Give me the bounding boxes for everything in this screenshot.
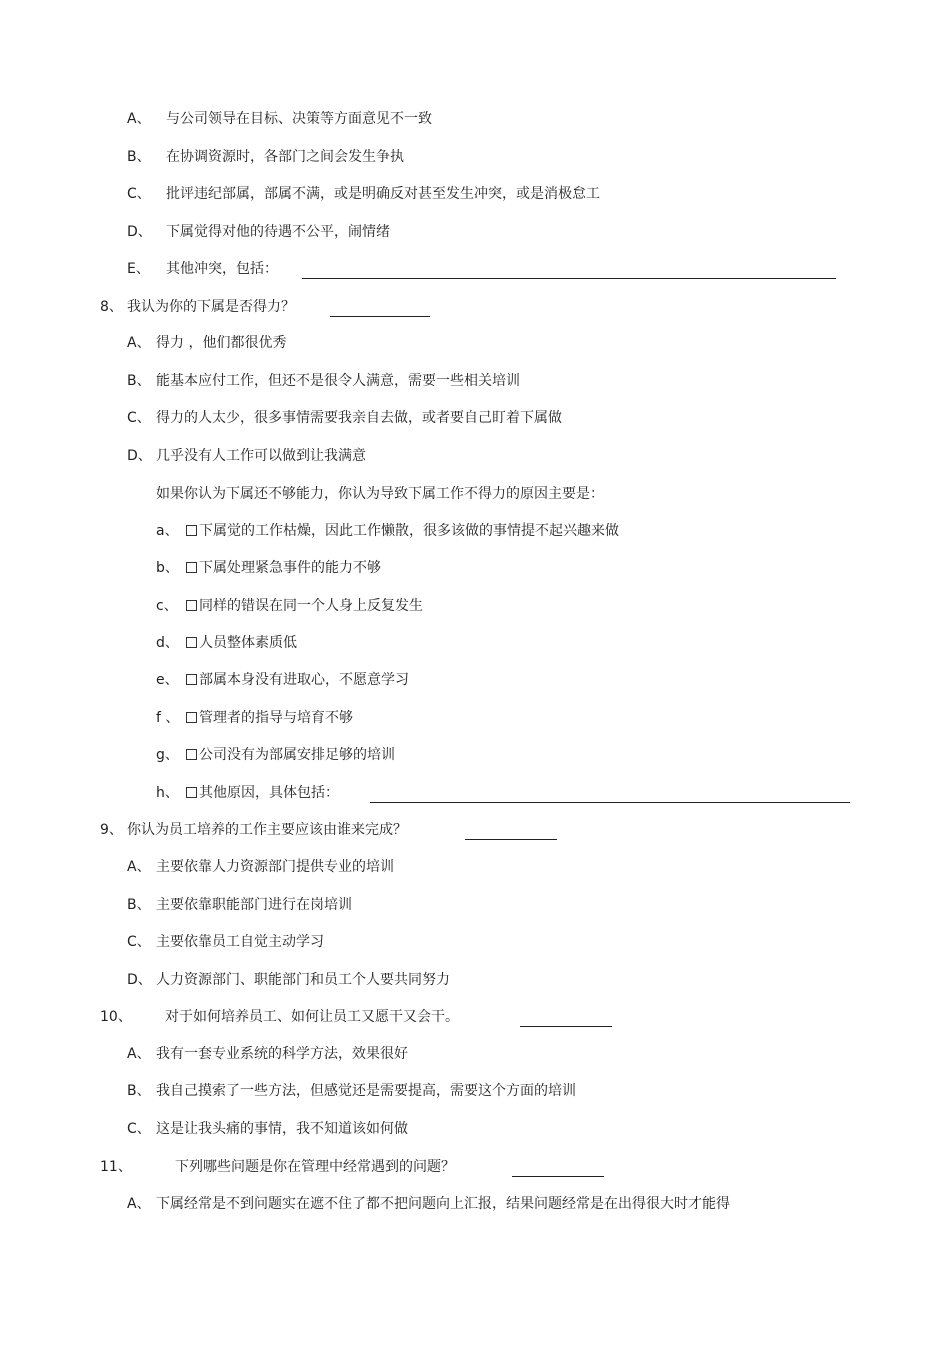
checkbox[interactable] — [186, 674, 197, 685]
question-number: 11、 — [100, 1159, 132, 1175]
q9-option-b — [0, 895, 950, 915]
option-text: 能基本应付工作，但还不是很令人满意，需要一些相关培训 — [156, 373, 520, 389]
option-text: 与公司领导在目标、决策等方面意见不一致 — [166, 111, 432, 127]
reason-text: 管理者的指导与培育不够 — [199, 710, 353, 726]
question-8 — [0, 297, 950, 317]
question-number: 9、 — [100, 822, 123, 838]
q9-option-a — [0, 857, 950, 877]
q8-option-c — [0, 408, 950, 428]
q9-answer-blank[interactable] — [465, 825, 557, 840]
option-label: D、 — [127, 224, 152, 240]
q7-option-d — [0, 222, 950, 242]
reason-text: 下属处理紧急事件的能力不够 — [199, 560, 381, 576]
q8-option-d — [0, 446, 950, 466]
q8-reason-e — [0, 670, 950, 690]
option-text: 得力的人太少，很多事情需要我亲自去做，或者要自己盯着下属做 — [156, 410, 562, 426]
reason-label: e、 — [156, 672, 179, 688]
option-label: E、 — [127, 261, 150, 277]
option-text: 下属经常是不到问题实在遮不住了都不把问题向上汇报，结果问题经常是在出得很大时才能得 — [156, 1196, 730, 1212]
reason-text: 部属本身没有进取心，不愿意学习 — [199, 672, 409, 688]
q8-reason-a — [0, 521, 950, 541]
reason-text: 同样的错误在同一个人身上反复发生 — [199, 598, 423, 614]
reason-label: g、 — [156, 747, 179, 763]
reason-text: 公司没有为部属安排足够的培训 — [199, 747, 395, 763]
option-text: 我有一套专业系统的科学方法，效果很好 — [156, 1046, 408, 1062]
q8-followup: 如果你认为下属还不够能力，你认为导致下属工作不得力的原因主要是： — [156, 486, 604, 502]
q7-other-blank[interactable] — [302, 264, 836, 279]
question-text: 下列哪些问题是你在管理中经常遇到的问题？ — [175, 1159, 455, 1175]
reason-label: f 、 — [156, 710, 180, 726]
q8-reason-d — [0, 633, 950, 653]
q8-other-reason-blank[interactable] — [370, 788, 850, 803]
question-text: 我认为你的下属是否得力？ — [127, 299, 295, 315]
option-text: 下属觉得对他的待遇不公平，闹情绪 — [166, 224, 390, 240]
checkbox[interactable] — [186, 562, 197, 573]
checkbox[interactable] — [186, 787, 197, 798]
option-label: B、 — [127, 149, 151, 165]
option-text: 这是让我头痛的事情，我不知道该如何做 — [156, 1121, 408, 1137]
q7-option-a — [0, 109, 950, 129]
q8-reason-b — [0, 558, 950, 578]
reason-label: c、 — [156, 598, 178, 614]
q8-answer-blank[interactable] — [330, 302, 430, 317]
option-text: 我自己摸索了一些方法，但感觉还是需要提高，需要这个方面的培训 — [156, 1083, 576, 1099]
option-text: 其他冲突，包括： — [166, 261, 278, 277]
option-text: 人力资源部门、职能部门和员工个人要共同努力 — [156, 972, 450, 988]
option-label: C、 — [127, 186, 151, 202]
checkbox[interactable] — [186, 600, 197, 611]
option-label: C、 — [127, 410, 151, 426]
option-label: A、 — [127, 111, 151, 127]
q11-answer-blank[interactable] — [512, 1162, 604, 1177]
q8-option-b — [0, 371, 950, 391]
option-text: 主要依靠人力资源部门提供专业的培训 — [156, 859, 394, 875]
reason-label: d、 — [156, 635, 179, 651]
q8-reason-g — [0, 745, 950, 765]
option-text: 批评违纪部属，部属不满，或是明确反对甚至发生冲突，或是消极怠工 — [166, 186, 600, 202]
reason-label: a、 — [156, 523, 179, 539]
option-text: 得力 ，他们都很优秀 — [156, 335, 287, 351]
option-label: C、 — [127, 934, 151, 950]
q11-option-a — [0, 1194, 950, 1214]
option-label: C、 — [127, 1121, 151, 1137]
q10-answer-blank[interactable] — [520, 1012, 612, 1027]
reason-text: 其他原因，具体包括： — [199, 785, 339, 801]
checkbox[interactable] — [186, 525, 197, 536]
checkbox[interactable] — [186, 637, 197, 648]
q10-option-a — [0, 1044, 950, 1064]
reason-label: b、 — [156, 560, 179, 576]
option-label: B、 — [127, 1083, 151, 1099]
q7-option-b — [0, 147, 950, 167]
checkbox[interactable] — [186, 712, 197, 723]
question-text: 对于如何培养员工、如何让员工又愿干又会干。 — [165, 1009, 459, 1025]
q10-option-b — [0, 1081, 950, 1101]
option-label: B、 — [127, 373, 151, 389]
option-label: B、 — [127, 897, 151, 913]
q10-option-c — [0, 1119, 950, 1139]
option-label: A、 — [127, 859, 151, 875]
option-label: A、 — [127, 335, 151, 351]
option-label: A、 — [127, 1046, 151, 1062]
reason-label: h、 — [156, 785, 179, 801]
option-text: 主要依靠职能部门进行在岗培训 — [156, 897, 352, 913]
option-text: 在协调资源时，各部门之间会发生争执 — [166, 149, 404, 165]
q7-option-c — [0, 184, 950, 204]
q9-option-c — [0, 932, 950, 952]
option-label: D、 — [127, 972, 152, 988]
q9-option-d — [0, 970, 950, 990]
checkbox[interactable] — [186, 749, 197, 760]
q8-reason-c — [0, 596, 950, 616]
reason-text: 人员整体素质低 — [199, 635, 297, 651]
q8-option-a — [0, 333, 950, 353]
option-text: 主要依靠员工自觉主动学习 — [156, 934, 324, 950]
question-11 — [0, 1157, 950, 1177]
question-10 — [0, 1007, 950, 1027]
reason-text: 下属觉的工作枯燥，因此工作懒散，很多该做的事情提不起兴趣来做 — [199, 523, 619, 539]
option-label: D、 — [127, 448, 152, 464]
option-label: A、 — [127, 1196, 151, 1212]
question-number: 8、 — [100, 299, 123, 315]
question-number: 10、 — [100, 1009, 132, 1025]
question-text: 你认为员工培养的工作主要应该由谁来完成？ — [127, 822, 407, 838]
option-text: 几乎没有人工作可以做到让我满意 — [156, 448, 366, 464]
q8-reason-f — [0, 708, 950, 728]
